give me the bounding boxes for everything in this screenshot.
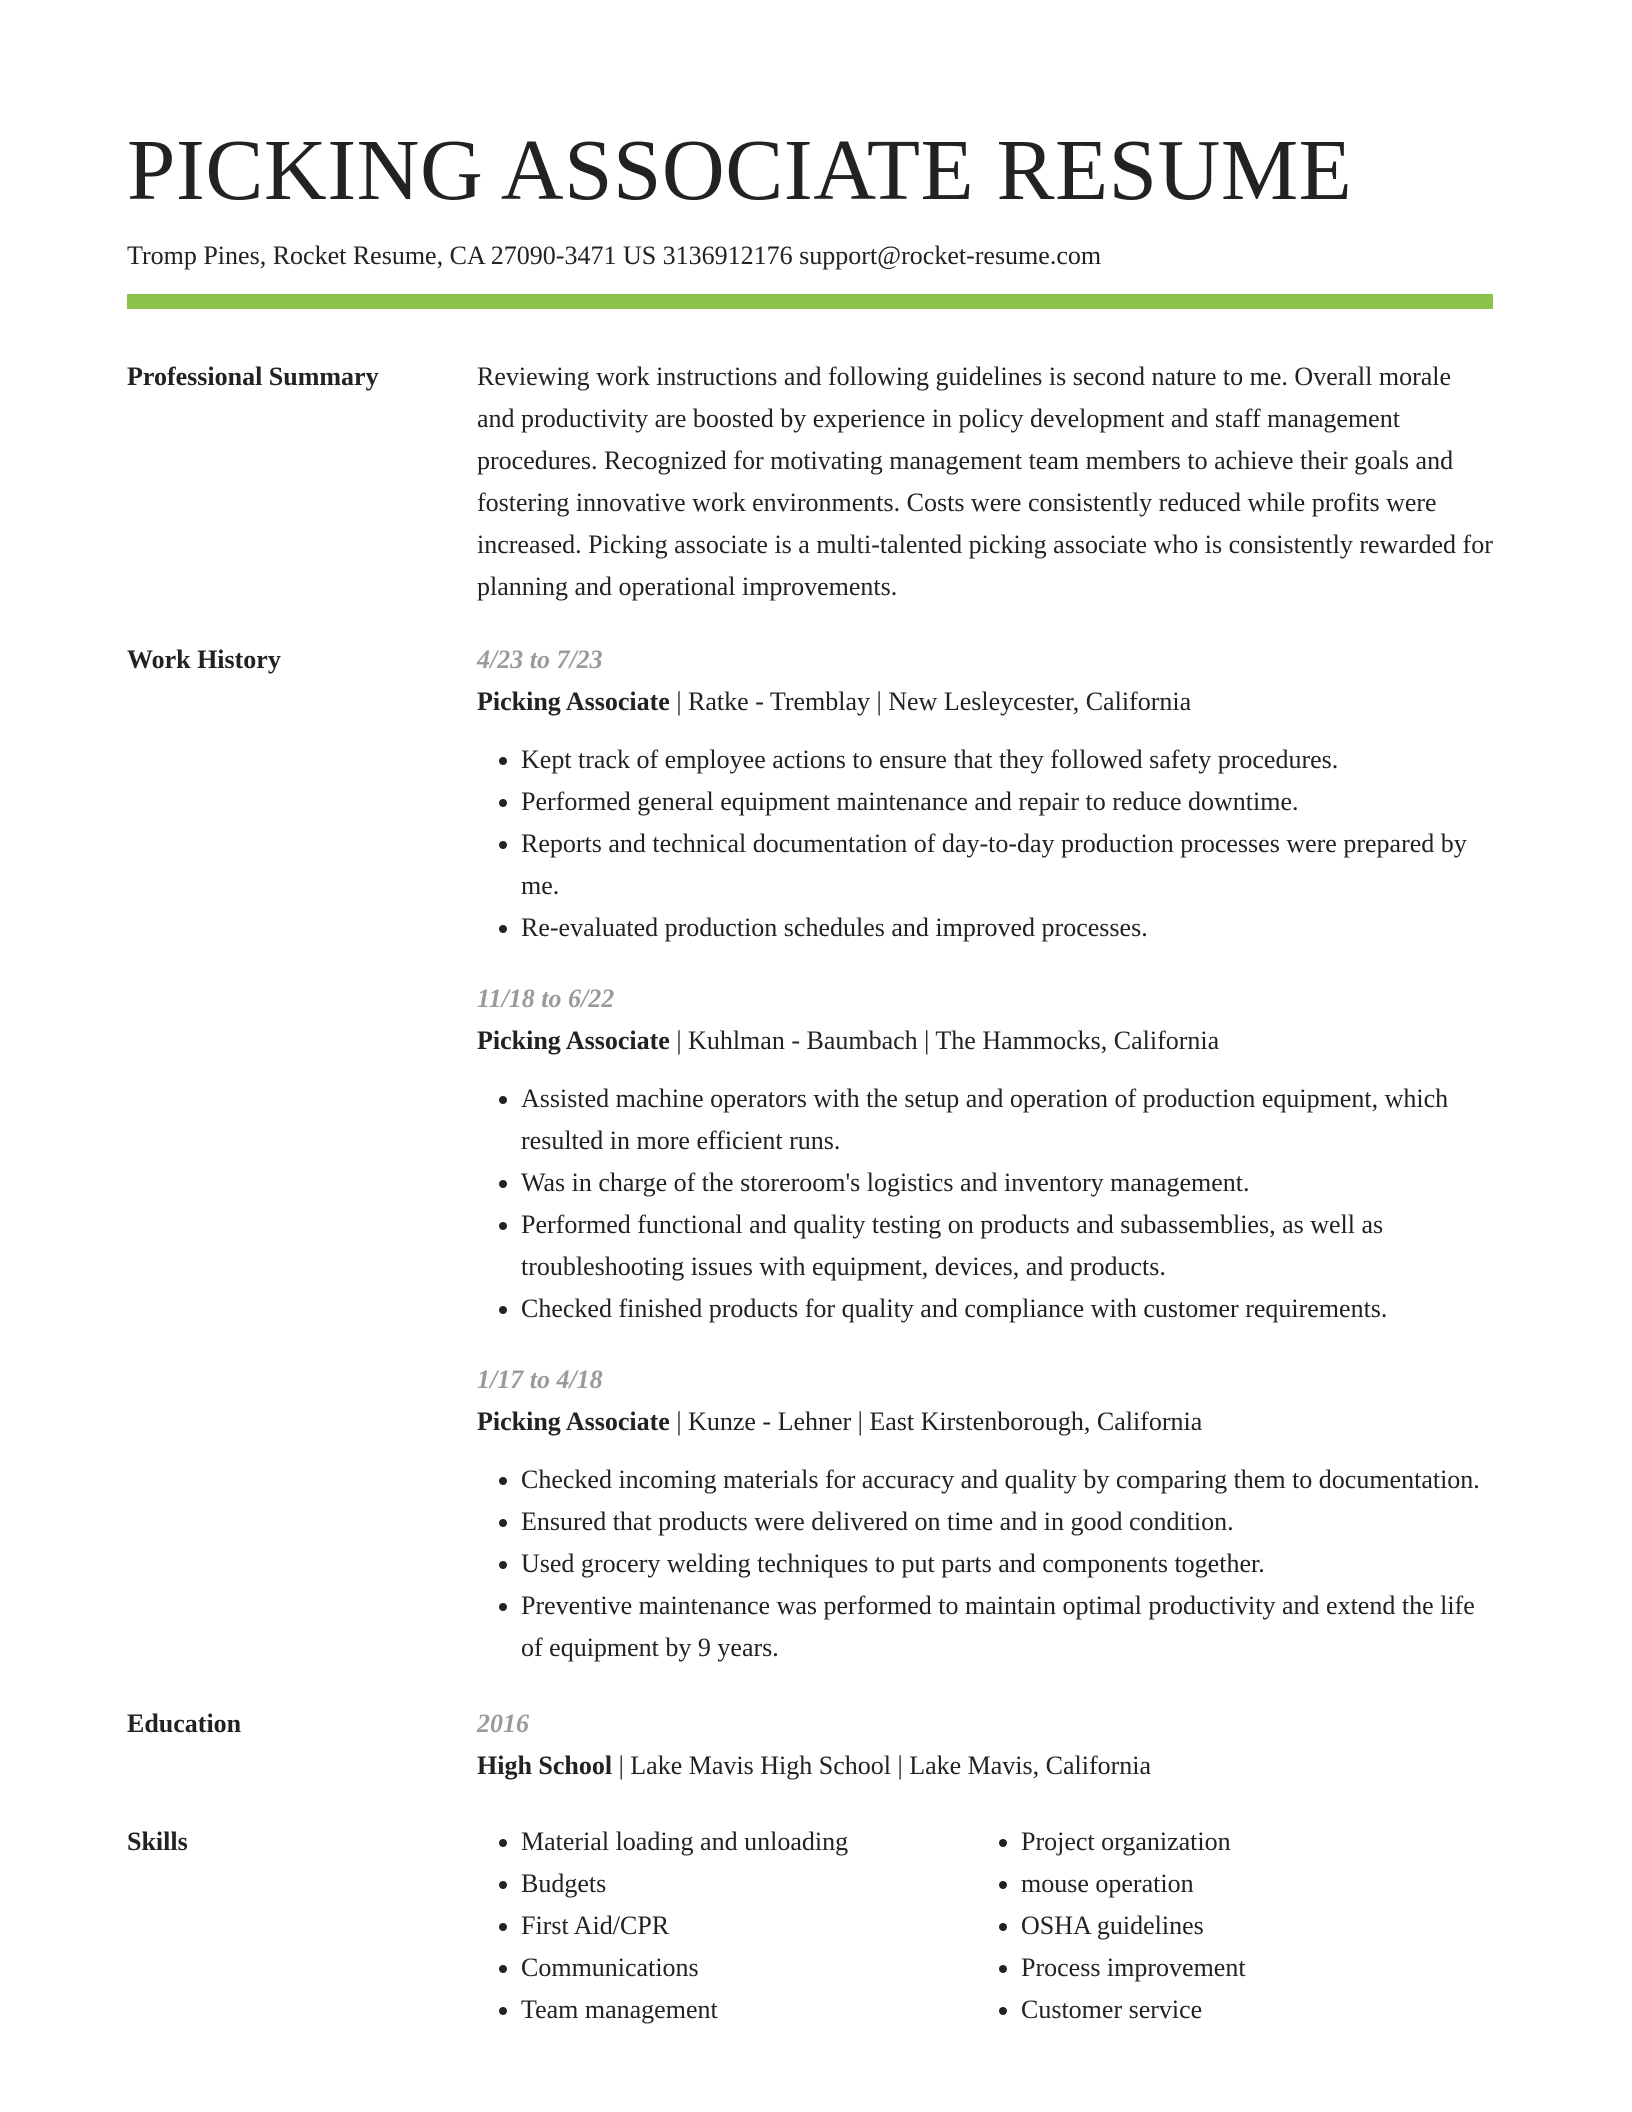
job-entry <box>477 978 1493 1330</box>
skill-item: • Customer service <box>1021 1989 1477 2031</box>
skill-item: • Process improvement <box>1021 1947 1477 1989</box>
skill-item: • Budgets <box>521 1863 977 1905</box>
job-dates: 11/18 to 6/22 <box>477 984 615 1013</box>
skill-item: • Project organization <box>1021 1821 1477 1863</box>
job-title: Picking Associate <box>477 687 670 716</box>
section-label-skills: Skills <box>127 1827 188 1856</box>
work-history-list <box>477 639 1493 1669</box>
job-dates: 4/23 to 7/23 <box>477 645 603 674</box>
education-heading <box>477 1745 1493 1787</box>
page-title: PICKING ASSOCIATE RESUME <box>127 121 1353 218</box>
job-bullets <box>477 1459 1493 1669</box>
education-section <box>127 1703 1493 1787</box>
skill-item: • Communications <box>521 1947 977 1989</box>
list-item: • Used grocery welding techniques to put parts and components together. <box>521 1543 1493 1585</box>
job-dates: 1/17 to 4/18 <box>477 1365 603 1394</box>
job-heading <box>477 1020 1493 1062</box>
skill-item: • Team management <box>521 1989 977 2031</box>
job-title: Picking Associate <box>477 1026 670 1055</box>
job-details: | Kuhlman - Baumbach | The Hammocks, California <box>669 1026 1220 1055</box>
job-title: Picking Associate <box>477 1407 670 1436</box>
work-history-section <box>127 639 1493 1669</box>
section-label-summary: Professional Summary <box>127 362 379 391</box>
resume-page <box>127 118 1493 2031</box>
job-entry <box>477 639 1493 949</box>
job-entry <box>477 1359 1493 1669</box>
summary-text: Reviewing work instructions and following guidelines is second nature to me. Overall morale and productivity are boosted by experience in policy development and staff management procedures. Recognized for motivating management team members to achieve their goals and fostering innovative work environments. Costs were consistently reduced while profits were increased. Picking associate is a multi-talented picking associate who is consistently rewarded for planning and operational improvements. <box>477 362 1493 601</box>
job-heading <box>477 1401 1493 1443</box>
education-details: | Lake Mavis High School | Lake Mavis, California <box>612 1751 1152 1780</box>
section-label-work-history: Work History <box>127 645 281 674</box>
job-details: | Kunze - Lehner | East Kirstenborough, California <box>669 1407 1203 1436</box>
skill-item: • OSHA guidelines <box>1021 1905 1477 1947</box>
education-entry <box>477 1703 1493 1787</box>
list-item: • Performed general equipment maintenance and repair to reduce downtime. <box>521 781 1493 823</box>
list-item: • Preventive maintenance was performed to maintain optimal productivity and extend the life of equipment by 9 years. <box>521 1585 1493 1669</box>
skill-item: • mouse operation <box>1021 1863 1477 1905</box>
list-item: • Assisted machine operators with the setup and operation of production equipment, which resulted in more efficient runs. <box>521 1078 1493 1162</box>
skills-list <box>477 1821 1493 2031</box>
list-item: • Performed functional and quality testing on products and subassemblies, as well as troubleshooting issues with equipment, devices, and products. <box>521 1204 1493 1288</box>
skill-item: • First Aid/CPR <box>521 1905 977 1947</box>
skills-column-2 <box>977 1821 1477 2031</box>
education-degree: High School <box>477 1751 613 1780</box>
list-item: • Re-evaluated production schedules and improved processes. <box>521 907 1493 949</box>
skills-column-1 <box>477 1821 977 2031</box>
list-item: • Ensured that products were delivered on time and in good condition. <box>521 1501 1493 1543</box>
list-item: • Was in charge of the storeroom's logistics and inventory management. <box>521 1162 1493 1204</box>
list-item: • Reports and technical documentation of day-to-day production processes were prepared by me. <box>521 823 1493 907</box>
contact-line: Tromp Pines, Rocket Resume, CA 27090-3471 US 3136912176 support@rocket-resume.com <box>127 241 1102 270</box>
job-details: | Ratke - Tremblay | New Lesleycester, California <box>669 687 1192 716</box>
education-date: 2016 <box>477 1709 529 1738</box>
list-item: • Checked incoming materials for accuracy and quality by comparing them to documentation. <box>521 1459 1493 1501</box>
job-bullets <box>477 1078 1493 1330</box>
job-bullets <box>477 739 1493 949</box>
job-heading <box>477 681 1493 723</box>
list-item: • Checked finished products for quality and compliance with customer requirements. <box>521 1288 1493 1330</box>
summary-section <box>127 356 1493 608</box>
skill-item: • Material loading and unloading <box>521 1821 977 1863</box>
header-divider <box>127 294 1493 309</box>
skills-section <box>127 1821 1493 2031</box>
list-item: • Kept track of employee actions to ensure that they followed safety procedures. <box>521 739 1493 781</box>
section-label-education: Education <box>127 1709 242 1738</box>
